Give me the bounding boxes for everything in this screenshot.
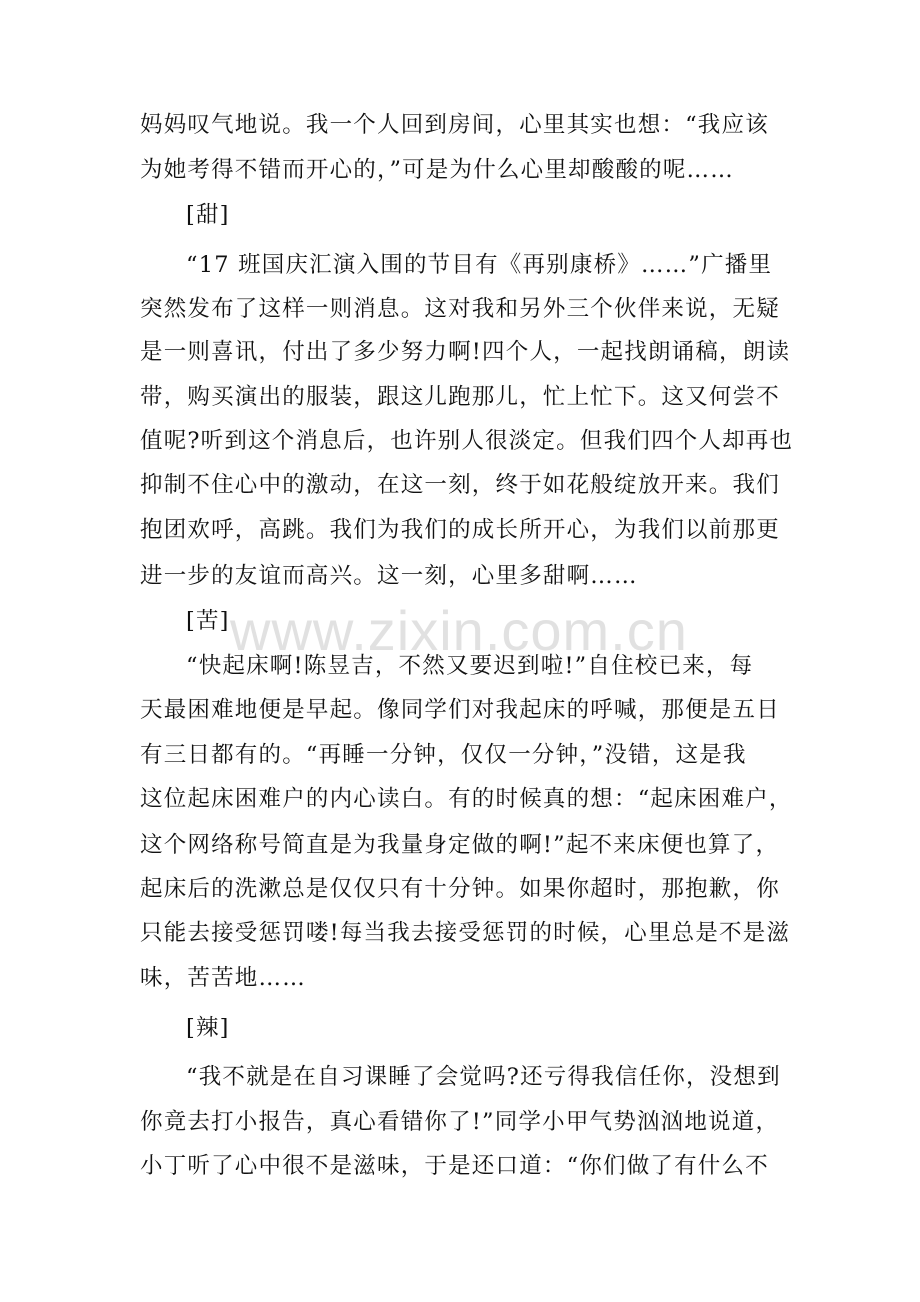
text-line: 妈妈叹气地说。我一个人回到房间，心里其实也想：“我应该	[140, 112, 769, 138]
text-line: 进一步的友谊而高兴。这一刻，心里多甜啊……	[140, 563, 638, 589]
text-line: 你竟去打小报告，真心看错你了!”同学小甲气势汹汹地说道，	[140, 1109, 780, 1135]
text-line: 味，苦苦地……	[140, 965, 306, 991]
text-line: 抑制不住心中的激动，在这一刻，终于如花般绽放开来。我们	[140, 472, 780, 498]
text-line: 只能去接受惩罚喽!每当我去接受惩罚的时候，心里总是不是滋	[140, 920, 791, 946]
text-line: 天最困难地便是早起。像同学们对我起床的呼喊，那便是五日	[140, 697, 780, 723]
text-line: 起床后的洗漱总是仅仅只有十分钟。如果你超时，那抱歉，你	[140, 876, 780, 902]
text-line: 带，购买演出的服装，跟这儿跑那儿，忙上忙下。这又何尝不	[140, 384, 780, 410]
text-line: 值呢?听到这个消息后，也许别人很淡定。但我们四个人却再也	[140, 428, 794, 454]
text-line: 突然发布了这样一则消息。这对我和另外三个伙伴来说，无疑	[140, 296, 780, 322]
text-line: “快起床啊!陈昱吉，不然又要迟到啦!”自住校已来，每	[186, 653, 754, 679]
text-line: 抱团欢呼，高跳。我们为我们的成长所开心，为我们以前那更	[140, 517, 780, 543]
text-line: 这位起床困难户的内心读白。有的时候真的想：“起床困难户，	[140, 786, 793, 812]
text-line: 有三日都有的。“再睡一分钟，仅仅一分钟，”没错，这是我	[140, 742, 747, 768]
text-line: 这个网络称号简直是为我量身定做的啊!”起不来床便也算了，	[140, 832, 780, 858]
section-heading-bitter: [苦]	[186, 608, 230, 634]
text-line: 小丁听了心中很不是滋味，于是还口道：“你们做了有什么不	[140, 1153, 769, 1179]
text-line: “17 班国庆汇演入围的节目有《再别康桥》……”广播里	[186, 252, 773, 278]
text-line: 是一则喜讯，付出了多少努力啊!四个人，一起找朗诵稿，朗读	[140, 339, 791, 365]
watermark: www.zixin.com.cn	[230, 599, 688, 662]
section-heading-spicy: [辣]	[186, 1015, 230, 1041]
text-line: 为她考得不错而开心的，”可是为什么心里却酸酸的呢……	[140, 157, 734, 183]
section-heading-sweet: [甜]	[186, 202, 230, 228]
text-line: “我不就是在自习课睡了会觉吗?还亏得我信任你，没想到	[186, 1064, 781, 1090]
